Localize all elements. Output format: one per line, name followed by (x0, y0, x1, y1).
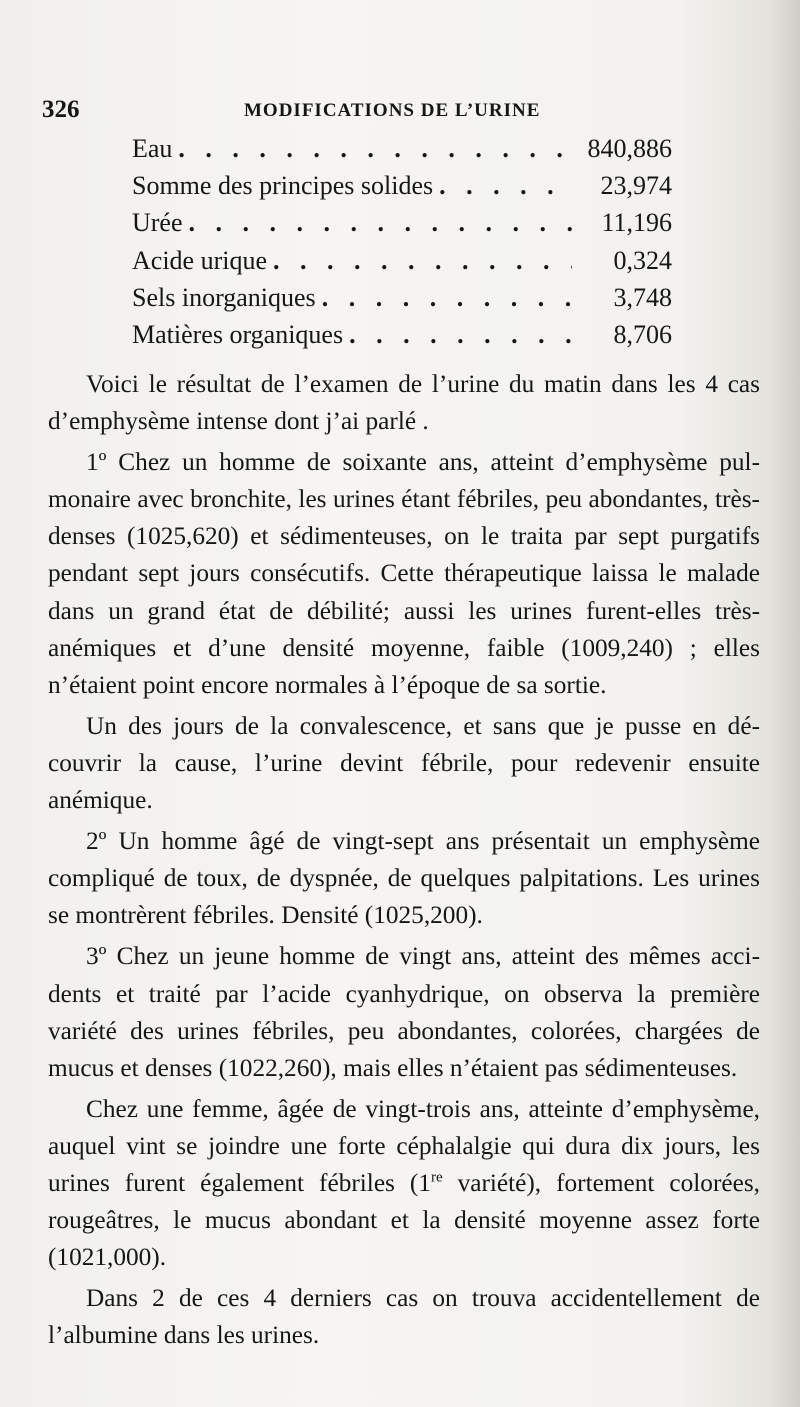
paragraph-case-3: 3º Chez un jeune homme de vingt ans, atteint des mêmes accidents et traité par l’acide cyanhydrique, on observa la première variété des urines fébriles, peu abondantes, colorées, chargées de mucus et denses (1022,260), mais elles n’étaient pas sédimenteuses. (48, 942, 760, 1082)
ordinal-superscript: re (430, 1169, 443, 1186)
paragraph-convalescence: Un des jours de la convalescence, et sans que je pusse en découvrir la cause, l’urine devint fébrile, pour redevenir ensuite anémique. (48, 711, 760, 815)
case-4-text-a: Chez une femme, âgée de vingt-trois ans, atteinte d’emphysème, auquel vint se joindre une forte céphalalgie qui dura dix jours, les urines furent également fébriles (1 (48, 1094, 760, 1197)
leader-dots (172, 134, 572, 164)
table-row (132, 320, 672, 357)
paragraph-albumine: Dans 2 de ces 4 derniers cas on trouva accidentellement de l’albumine dans les urines. (48, 1284, 760, 1350)
row-label: Eau (132, 134, 173, 163)
row-value: 0,324 (613, 245, 672, 275)
row-value: 23,974 (600, 171, 672, 201)
table-row (132, 283, 672, 320)
leader-dots (267, 246, 572, 276)
table-row (132, 208, 672, 245)
leader-dots (343, 320, 572, 350)
paragraph-case-4 (48, 1091, 760, 1276)
page-number: 326 (42, 96, 80, 123)
leader-dots (433, 171, 572, 201)
running-head: MODIFICATIONS DE L’URINE (244, 100, 541, 121)
paragraph-intro: Voici le résultat de l’examen de l’urine du matin dans les 4 cas d’emphysème intense dont j’ai parlé . (48, 370, 760, 436)
row-value: 840,886 (587, 134, 672, 163)
row-label: Urée (132, 208, 183, 238)
row-value: 8,706 (613, 319, 672, 349)
row-label: Acide urique (132, 245, 268, 275)
urine-composition-table (132, 134, 672, 357)
table-row (132, 246, 672, 283)
table-row (132, 134, 672, 171)
body-text (48, 366, 760, 1358)
row-label: Somme des principes solides (132, 171, 434, 201)
row-value: 3,748 (613, 282, 672, 312)
row-label: Matières organiques (132, 319, 344, 349)
case-4-text-b: variété), fortement colorées, rougeâtres, le mucus abondant et la densité moyenne assez forte (1021,000). (48, 1168, 760, 1272)
page-header (42, 96, 602, 130)
row-label: Sels inorganiques (132, 282, 316, 312)
paragraph-case-2: 2º Un homme âgé de vingt-sept ans présentait un emphysème compliqué de toux, de dyspnée, de quelques palpitations. Les urines se montrèrent fébriles. Densité (1025,200). (48, 827, 760, 930)
table-row (132, 171, 672, 208)
paragraph-case-1: 1º Chez un homme de soixante ans, atteint d’emphysème pulmonaire avec bronchite, les urines étant fébriles, peu abondantes, très-denses (1025,620) et sédimenteuses, on le traita par sept purgatifs pendant sept jours consécutifs. Cette thérapeutique laissa le malade dans un grand état de débilité; aussi les urines furent-elles très-anémiques et d’une densité moyenne, faible (1009,240) ; elles n’étaient point encore normales à l’époque de sa sortie. (48, 448, 760, 699)
leader-dots (183, 208, 572, 238)
row-value: 11,196 (601, 208, 672, 238)
leader-dots (316, 283, 572, 313)
